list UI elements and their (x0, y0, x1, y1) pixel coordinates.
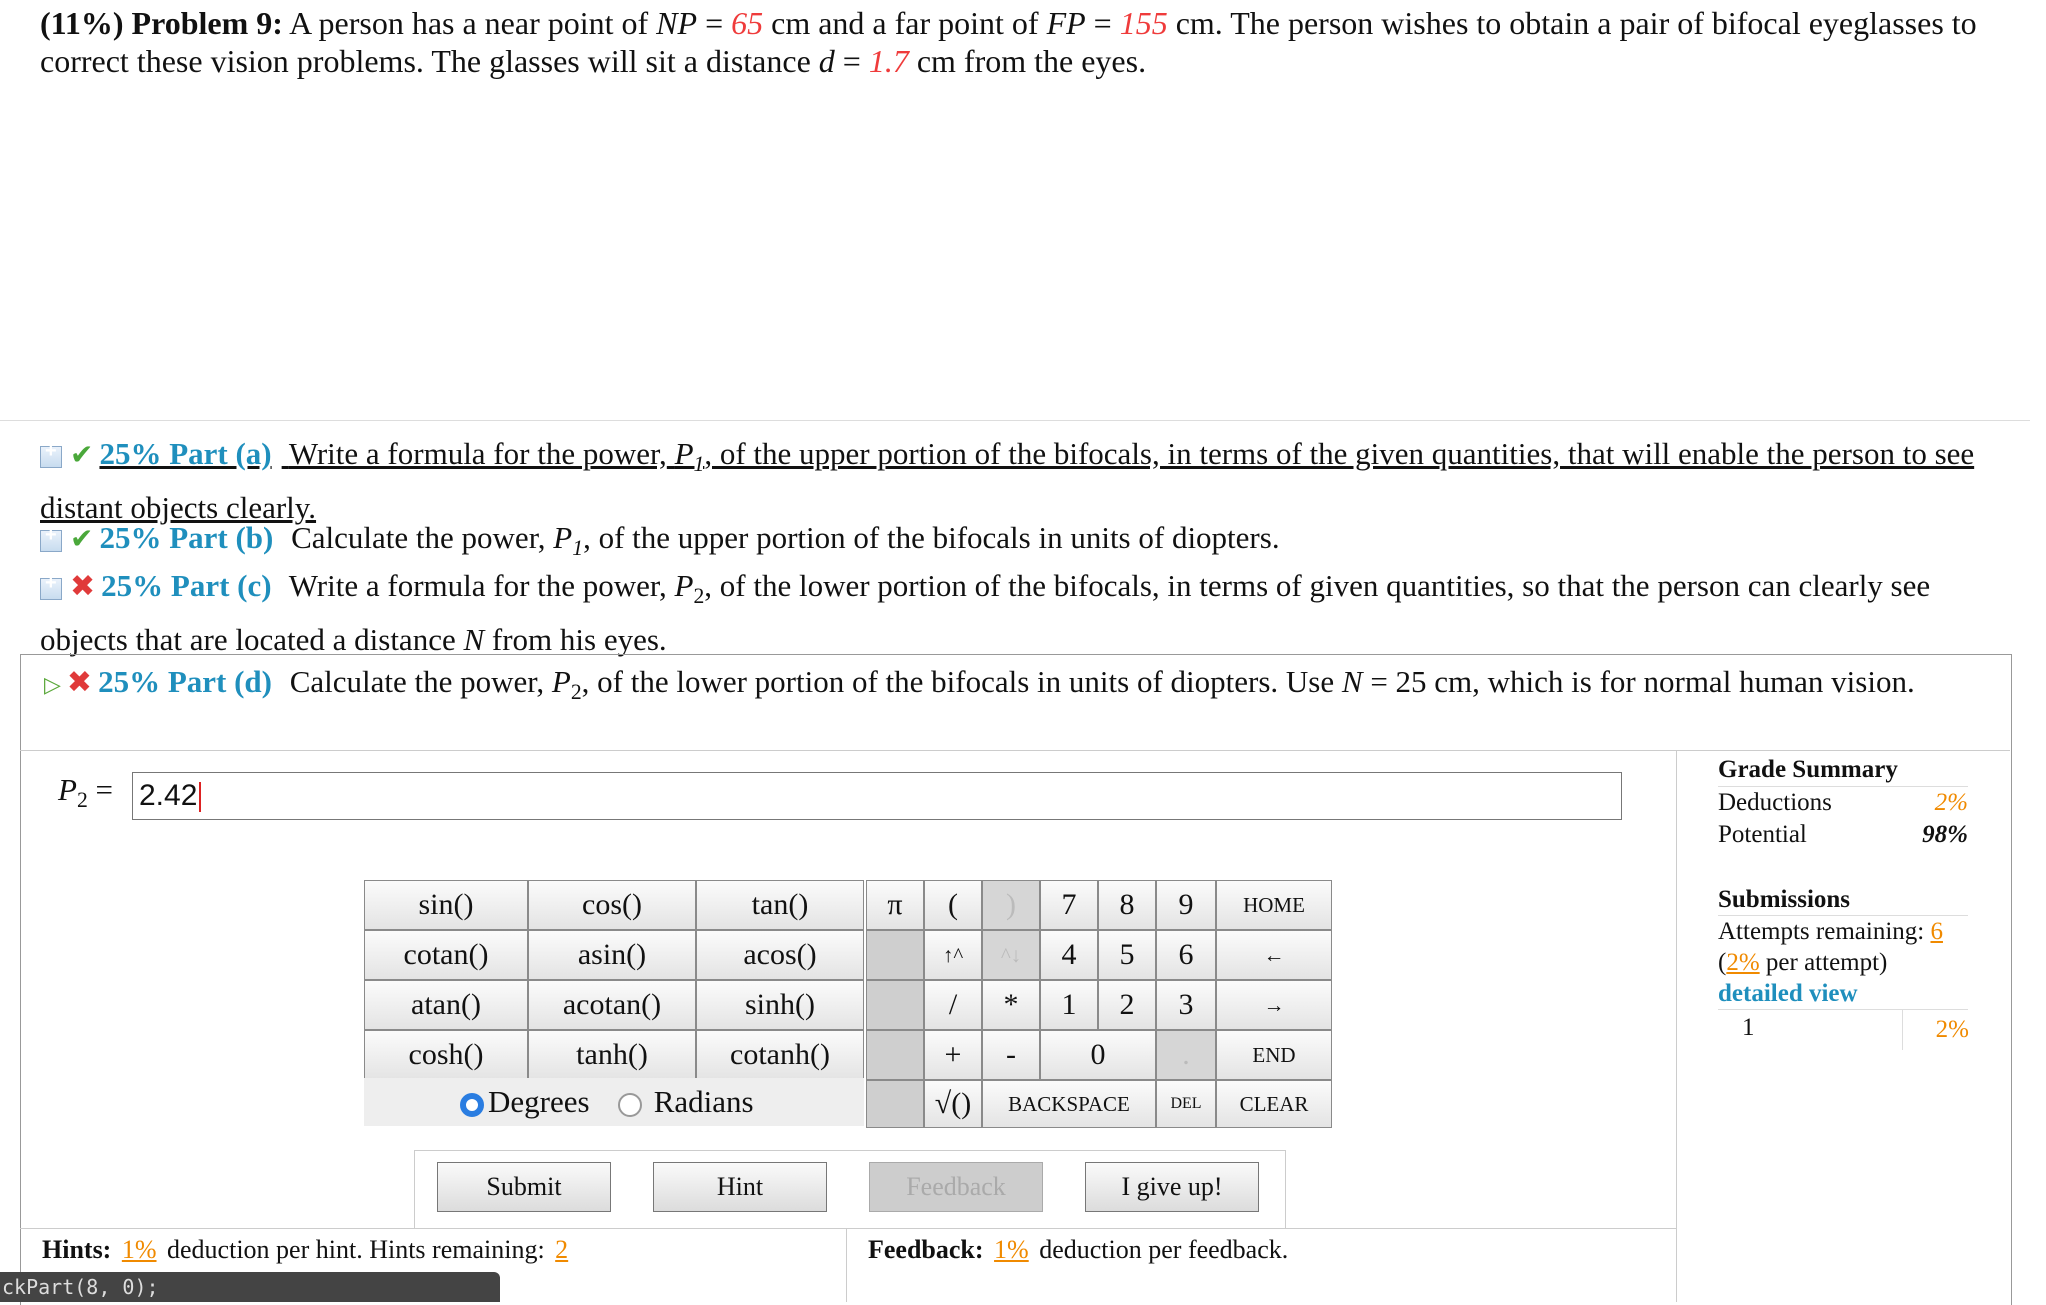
key-down[interactable]: ^↓ (982, 930, 1040, 980)
answer-input[interactable] (132, 772, 1622, 820)
key-dot[interactable]: . (1156, 1030, 1216, 1080)
key-cotanh[interactable]: cotanh() (696, 1030, 864, 1080)
part-d-text: , of the lower portion of the bifocals in units of diopters. Use (581, 664, 1335, 699)
fp-value: 155 (1119, 5, 1168, 41)
key-3[interactable]: 3 (1156, 980, 1216, 1030)
divider (846, 1228, 847, 1302)
potential-value: 98% (1922, 821, 1968, 848)
hints-remaining: 2 (555, 1235, 569, 1264)
key-plus[interactable]: + (924, 1030, 982, 1080)
deductions-row (1718, 787, 1968, 819)
degrees-label: Degrees (488, 1084, 590, 1119)
part-c-label[interactable]: 25% Part (c) (101, 568, 272, 603)
p-subscript: 2 (76, 788, 88, 813)
key-cos[interactable]: cos() (528, 880, 696, 930)
key-lparen[interactable]: ( (924, 880, 982, 930)
per-attempt-text: per attempt) (1765, 949, 1888, 976)
part-b-text: Calculate the power, (291, 520, 546, 555)
key-6[interactable]: 6 (1156, 930, 1216, 980)
grade-summary-title: Grade Summary (1718, 754, 1968, 787)
feedback-button[interactable]: Feedback (869, 1162, 1043, 1212)
key-right[interactable]: → (1216, 980, 1332, 1030)
part-a (40, 432, 2000, 529)
problem-statement (40, 4, 1990, 80)
problem-text: A person has a near point of (289, 5, 649, 41)
part-a-label: 25% Part (a) (99, 436, 272, 471)
key-end[interactable]: END (1216, 1030, 1332, 1080)
divider (20, 750, 2010, 751)
fp-symbol: FP (1046, 5, 1086, 41)
part-c-text: , of the lower portion of the bifocals, in terms of given quantities, so that the person can clearly see objects that are located a distance (40, 568, 1931, 658)
d-value: 1.7 (868, 43, 909, 79)
key-backspace[interactable]: BACKSPACE (982, 1080, 1156, 1128)
key-asin[interactable]: asin() (528, 930, 696, 980)
p-symbol: P (551, 664, 571, 699)
deductions-value: 2% (1934, 789, 1968, 816)
per-attempt-pct: 2% (1726, 949, 1760, 976)
divider (0, 420, 2030, 421)
text-cursor (199, 782, 201, 812)
potential-row (1718, 819, 1968, 851)
p-subscript: 2 (693, 584, 705, 609)
p-subscript: 1 (693, 452, 705, 477)
hint-button[interactable]: Hint (653, 1162, 827, 1212)
p-subscript: 2 (570, 680, 582, 705)
expand-icon[interactable] (40, 578, 62, 600)
radio-unselected-icon[interactable] (618, 1093, 642, 1117)
cross-icon: ✖ (70, 569, 96, 604)
paren: ( (1718, 949, 1727, 976)
hint-deduction: 1% (121, 1235, 157, 1264)
key-clear[interactable]: CLEAR (1216, 1080, 1332, 1128)
equals-sign: = (1093, 5, 1112, 41)
detailed-view-link[interactable]: detailed view (1718, 978, 1968, 1010)
part-a-text: , of the upper portion of the bifocals, in terms of the given quantities, that will enable the person to see distant objects clearly. (40, 436, 1975, 526)
give-up-button[interactable]: I give up! (1085, 1162, 1259, 1212)
np-value: 65 (731, 5, 764, 41)
submissions-table (1718, 1010, 1968, 1050)
degrees-option[interactable] (460, 1084, 590, 1120)
n-symbol: N (1341, 664, 1363, 699)
key-cosh[interactable]: cosh() (364, 1030, 528, 1080)
p-subscript: 1 (572, 536, 584, 561)
per-attempt (1718, 947, 1968, 978)
expand-icon[interactable] (40, 530, 62, 552)
key-blank (866, 930, 924, 980)
part-c-text: from his eyes. (491, 622, 667, 658)
answer-value: 2.42 (139, 779, 198, 812)
key-sinh[interactable]: sinh() (696, 980, 864, 1030)
key-sin[interactable]: sin() (364, 880, 528, 930)
key-8[interactable]: 8 (1098, 880, 1156, 930)
problem-weight: (11%) (40, 5, 124, 41)
n-symbol: N (463, 622, 485, 658)
part-d-label[interactable]: 25% Part (d) (98, 664, 272, 699)
problem-text: cm from the eyes. (916, 43, 1147, 79)
part-c (40, 564, 2000, 661)
key-blank (866, 1030, 924, 1080)
key-sqrt[interactable]: √() (924, 1080, 982, 1128)
part-c-text: Write a formula for the power, (288, 568, 667, 603)
p-symbol: P (674, 436, 694, 471)
check-icon: ✔ (70, 522, 94, 555)
feedback-deduction: 1% (994, 1235, 1029, 1264)
key-tan[interactable]: tan() (696, 880, 864, 930)
deductions-label: Deductions (1718, 789, 1832, 816)
key-cotan[interactable]: cotan() (364, 930, 528, 980)
key-minus[interactable]: - (982, 1030, 1040, 1080)
part-a-text: Write a formula for the power, (288, 436, 667, 471)
feedback-info (868, 1230, 1288, 1270)
equals-sign: = (95, 772, 114, 807)
potential-label: Potential (1718, 821, 1807, 848)
grade-summary (1718, 754, 1968, 851)
check-icon: ✔ (70, 438, 94, 471)
part-b-text: , of the upper portion of the bifocals in units of diopters. (583, 520, 1280, 555)
attempts-label: Attempts remaining: (1718, 918, 1925, 945)
part-b-label[interactable]: 25% Part (b) (99, 520, 274, 555)
status-bar: ckPart(8, 0); (0, 1272, 500, 1302)
hints-text: deduction per hint. Hints remaining: (167, 1235, 545, 1264)
submissions (1718, 884, 1968, 1010)
np-symbol: NP (656, 5, 698, 41)
problem-title: Problem 9: (131, 5, 283, 41)
key-tanh[interactable]: tanh() (528, 1030, 696, 1080)
submit-button[interactable]: Submit (437, 1162, 611, 1212)
key-home[interactable]: HOME (1216, 880, 1332, 930)
key-9[interactable]: 9 (1156, 880, 1216, 930)
divider (20, 1228, 1676, 1229)
part-d-text: Calculate the power, (289, 664, 545, 699)
part-b (40, 516, 2000, 570)
part-d (44, 660, 1994, 714)
angle-mode (364, 1078, 864, 1126)
p-symbol: P (553, 520, 573, 555)
key-acos[interactable]: acos() (696, 930, 864, 980)
p-symbol: P (58, 772, 77, 807)
submission-number: 1 (1742, 1014, 1755, 1041)
key-0[interactable]: 0 (1040, 1030, 1156, 1080)
radians-label: Radians (653, 1084, 754, 1119)
submissions-title: Submissions (1718, 884, 1968, 916)
part-d-text: = 25 cm, which is for normal human vision. (1370, 664, 1915, 699)
play-icon: ▷ (44, 673, 61, 698)
key-up[interactable]: ↑^ (924, 930, 982, 980)
key-blank (866, 980, 924, 1030)
key-pi[interactable]: π (866, 880, 924, 930)
answer-label (58, 772, 113, 813)
d-symbol: d (818, 43, 835, 79)
feedback-text: deduction per feedback. (1039, 1235, 1289, 1264)
key-4[interactable]: 4 (1040, 930, 1098, 980)
equals-sign: = (705, 5, 724, 41)
key-5[interactable]: 5 (1098, 930, 1156, 980)
key-2[interactable]: 2 (1098, 980, 1156, 1030)
problem-text: cm and a far point of (771, 5, 1039, 41)
key-left[interactable]: ← (1216, 930, 1332, 980)
attempts-remaining: 6 (1930, 918, 1943, 945)
key-acotan[interactable]: acotan() (528, 980, 696, 1030)
hints-info (42, 1230, 572, 1270)
key-del[interactable]: DEL (1156, 1080, 1216, 1128)
key-7[interactable]: 7 (1040, 880, 1098, 930)
p-symbol: P (674, 568, 694, 603)
key-blank (866, 1080, 924, 1128)
radians-option[interactable] (618, 1084, 754, 1120)
problem-text: cm. The person wishes to obtain a pair of bifocal eyeglasses to correct these vision problems. The glasses will sit a distance (40, 5, 1977, 79)
key-divide[interactable]: / (924, 980, 982, 1030)
cross-icon: ✖ (66, 665, 93, 700)
part-a-link[interactable] (40, 436, 1974, 525)
equals-sign: = (842, 43, 861, 79)
divider (1676, 750, 1677, 1302)
submission-deduction: 2% (1902, 1010, 1969, 1050)
key-atan[interactable]: atan() (364, 980, 528, 1030)
expand-icon[interactable] (40, 446, 62, 468)
key-multiply[interactable]: * (982, 980, 1040, 1030)
radio-selected-icon[interactable] (460, 1093, 484, 1117)
key-1[interactable]: 1 (1040, 980, 1098, 1030)
key-rparen[interactable]: ) (982, 880, 1040, 930)
feedback-label: Feedback: (868, 1235, 984, 1264)
hints-label: Hints: (42, 1235, 112, 1264)
attempts-row (1718, 916, 1968, 947)
